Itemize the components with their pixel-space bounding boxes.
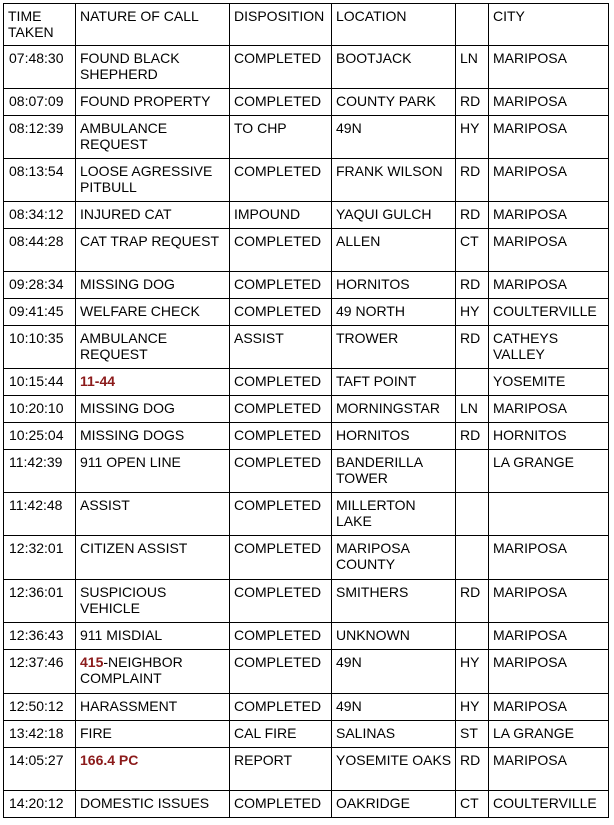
cell-city: CATHEYS VALLEY	[489, 326, 609, 369]
cell-time: 11:42:48	[4, 493, 76, 536]
cell-time: 10:20:10	[4, 396, 76, 423]
cell-city: MARIPOSA	[489, 748, 609, 791]
nature-text: FOUND BLACK SHEPHERD	[80, 50, 180, 82]
table-row	[4, 721, 609, 748]
header-row	[4, 4, 609, 46]
cell-suffix: RD	[456, 159, 489, 202]
cell-nature	[76, 46, 230, 89]
cell-suffix: HY	[456, 299, 489, 326]
nature-text: FIRE	[80, 725, 112, 741]
header-location: LOCATION	[332, 4, 456, 46]
cell-time: 11:42:39	[4, 450, 76, 493]
cell-location: HORNITOS	[332, 272, 456, 299]
cell-time: 08:13:54	[4, 159, 76, 202]
cell-disposition: COMPLETED	[230, 272, 332, 299]
nature-text: ASSIST	[80, 497, 130, 513]
nature-text: -NEIGHBOR COMPLAINT	[80, 654, 183, 686]
cell-location: 49 NORTH	[332, 299, 456, 326]
cell-suffix	[456, 369, 489, 396]
cell-suffix: CT	[456, 791, 489, 818]
cell-suffix: RD	[456, 89, 489, 116]
cell-suffix: RD	[456, 748, 489, 791]
cell-nature	[76, 450, 230, 493]
cell-suffix: LN	[456, 46, 489, 89]
header-suffix	[456, 4, 489, 46]
cell-time: 09:41:45	[4, 299, 76, 326]
cell-disposition: COMPLETED	[230, 396, 332, 423]
cell-suffix	[456, 493, 489, 536]
cell-city: YOSEMITE	[489, 369, 609, 396]
cell-time: 10:10:35	[4, 326, 76, 369]
table-row	[4, 159, 609, 202]
nature-code: 415	[80, 654, 104, 670]
table-row	[4, 493, 609, 536]
cell-nature	[76, 694, 230, 721]
cell-location: YOSEMITE OAKS	[332, 748, 456, 791]
cell-suffix	[456, 536, 489, 580]
cell-city: MARIPOSA	[489, 694, 609, 721]
cell-nature	[76, 493, 230, 536]
cell-disposition: COMPLETED	[230, 580, 332, 623]
nature-text: FOUND PROPERTY	[80, 93, 211, 109]
cell-city: MARIPOSA	[489, 580, 609, 623]
nature-code: 166.4 PC	[80, 752, 139, 768]
nature-text: AMBULANCE REQUEST	[80, 120, 168, 152]
cell-suffix: RD	[456, 580, 489, 623]
cell-nature	[76, 159, 230, 202]
header-city: CITY	[489, 4, 609, 46]
cell-suffix	[456, 623, 489, 650]
cell-suffix: ST	[456, 721, 489, 748]
cell-city: MARIPOSA	[489, 623, 609, 650]
cell-suffix: HY	[456, 116, 489, 159]
nature-text: SUSPICIOUS VEHICLE	[80, 584, 167, 616]
cell-suffix: HY	[456, 694, 489, 721]
table-row	[4, 396, 609, 423]
table-row	[4, 326, 609, 369]
cell-city: LA GRANGE	[489, 721, 609, 748]
table-row	[4, 272, 609, 299]
cell-location: HORNITOS	[332, 423, 456, 450]
nature-text: CAT TRAP REQUEST	[80, 233, 219, 249]
cell-disposition: CAL FIRE	[230, 721, 332, 748]
nature-text: MISSING DOGS	[80, 427, 185, 443]
cell-disposition: COMPLETED	[230, 423, 332, 450]
cell-time: 12:36:01	[4, 580, 76, 623]
nature-text: 911 MISDIAL	[80, 627, 163, 643]
table-row	[4, 229, 609, 272]
nature-text: MISSING DOG	[80, 400, 175, 416]
cell-city: MARIPOSA	[489, 89, 609, 116]
cell-city: MARIPOSA	[489, 650, 609, 694]
cell-location: UNKNOWN	[332, 623, 456, 650]
cell-city	[489, 493, 609, 536]
table-row	[4, 623, 609, 650]
table-row	[4, 450, 609, 493]
cell-disposition: COMPLETED	[230, 299, 332, 326]
nature-code: 11-44	[80, 373, 116, 389]
cell-location: YAQUI GULCH	[332, 202, 456, 229]
nature-text: HARASSMENT	[80, 698, 178, 714]
cell-nature	[76, 299, 230, 326]
table-row	[4, 694, 609, 721]
header-time: TIME TAKEN	[4, 4, 76, 46]
cell-nature	[76, 536, 230, 580]
cell-nature	[76, 623, 230, 650]
header-disposition: DISPOSITION	[230, 4, 332, 46]
table-row	[4, 202, 609, 229]
cell-city: HORNITOS	[489, 423, 609, 450]
table-row	[4, 423, 609, 450]
cell-time: 08:44:28	[4, 229, 76, 272]
cell-city: MARIPOSA	[489, 116, 609, 159]
cell-nature	[76, 580, 230, 623]
cell-time: 12:37:46	[4, 650, 76, 694]
nature-text: AMBULANCE REQUEST	[80, 330, 168, 362]
cell-location: TROWER	[332, 326, 456, 369]
table-row	[4, 536, 609, 580]
cell-disposition: COMPLETED	[230, 46, 332, 89]
cell-nature	[76, 791, 230, 818]
cell-time: 08:34:12	[4, 202, 76, 229]
cell-disposition: COMPLETED	[230, 229, 332, 272]
table-row	[4, 369, 609, 396]
cell-nature	[76, 650, 230, 694]
cell-time: 14:20:12	[4, 791, 76, 818]
cell-disposition: COMPLETED	[230, 159, 332, 202]
cell-nature	[76, 202, 230, 229]
cell-nature	[76, 116, 230, 159]
cell-suffix: LN	[456, 396, 489, 423]
table-row	[4, 580, 609, 623]
cell-suffix	[456, 450, 489, 493]
cell-suffix: HY	[456, 650, 489, 694]
cell-nature	[76, 272, 230, 299]
cell-disposition: TO CHP	[230, 116, 332, 159]
cell-disposition: IMPOUND	[230, 202, 332, 229]
table-row	[4, 650, 609, 694]
table-row	[4, 748, 609, 791]
cell-location: BOOTJACK	[332, 46, 456, 89]
cell-location: MILLERTON LAKE	[332, 493, 456, 536]
table-row	[4, 791, 609, 818]
cell-location: COUNTY PARK	[332, 89, 456, 116]
cell-disposition: COMPLETED	[230, 369, 332, 396]
cell-city: MARIPOSA	[489, 229, 609, 272]
table-row	[4, 89, 609, 116]
cell-city: MARIPOSA	[489, 536, 609, 580]
cell-nature	[76, 748, 230, 791]
header-nature: NATURE OF CALL	[76, 4, 230, 46]
call-log-body	[4, 46, 609, 818]
cell-disposition: COMPLETED	[230, 623, 332, 650]
cell-location: 49N	[332, 694, 456, 721]
nature-text: DOMESTIC ISSUES	[80, 795, 210, 811]
cell-suffix: RD	[456, 326, 489, 369]
cell-time: 09:28:34	[4, 272, 76, 299]
cell-location: MORNINGSTAR	[332, 396, 456, 423]
cell-location: ALLEN	[332, 229, 456, 272]
cell-location: BANDERILLA TOWER	[332, 450, 456, 493]
cell-suffix: RD	[456, 202, 489, 229]
cell-disposition: COMPLETED	[230, 450, 332, 493]
cell-suffix: RD	[456, 423, 489, 450]
cell-location: TAFT POINT	[332, 369, 456, 396]
cell-disposition: COMPLETED	[230, 536, 332, 580]
cell-disposition: ASSIST	[230, 326, 332, 369]
cell-location: SALINAS	[332, 721, 456, 748]
cell-time: 10:25:04	[4, 423, 76, 450]
cell-nature	[76, 369, 230, 396]
cell-city: MARIPOSA	[489, 396, 609, 423]
cell-suffix: RD	[456, 272, 489, 299]
cell-suffix: CT	[456, 229, 489, 272]
table-row	[4, 116, 609, 159]
cell-time: 10:15:44	[4, 369, 76, 396]
nature-text: INJURED CAT	[80, 206, 172, 222]
cell-city: MARIPOSA	[489, 272, 609, 299]
cell-nature	[76, 396, 230, 423]
cell-disposition: COMPLETED	[230, 650, 332, 694]
cell-city: MARIPOSA	[489, 202, 609, 229]
cell-time: 14:05:27	[4, 748, 76, 791]
cell-city: COULTERVILLE	[489, 299, 609, 326]
nature-text: 911 OPEN LINE	[80, 454, 181, 470]
cell-location: 49N	[332, 650, 456, 694]
cell-nature	[76, 326, 230, 369]
cell-disposition: COMPLETED	[230, 694, 332, 721]
nature-text: WELFARE CHECK	[80, 303, 200, 319]
table-row	[4, 299, 609, 326]
cell-city: MARIPOSA	[489, 159, 609, 202]
cell-nature	[76, 229, 230, 272]
cell-city: COULTERVILLE	[489, 791, 609, 818]
table-row	[4, 46, 609, 89]
cell-time: 12:50:12	[4, 694, 76, 721]
cell-nature	[76, 721, 230, 748]
cell-location: 49N	[332, 116, 456, 159]
cell-nature	[76, 89, 230, 116]
cell-city: MARIPOSA	[489, 46, 609, 89]
cell-disposition: COMPLETED	[230, 493, 332, 536]
cell-time: 08:12:39	[4, 116, 76, 159]
cell-disposition: COMPLETED	[230, 89, 332, 116]
nature-text: CITIZEN ASSIST	[80, 540, 188, 556]
cell-location: OAKRIDGE	[332, 791, 456, 818]
nature-text: LOOSE AGRESSIVE PITBULL	[80, 163, 213, 195]
cell-location: SMITHERS	[332, 580, 456, 623]
cell-location: MARIPOSA COUNTY	[332, 536, 456, 580]
cell-location: FRANK WILSON	[332, 159, 456, 202]
cell-time: 07:48:30	[4, 46, 76, 89]
cell-time: 12:36:43	[4, 623, 76, 650]
cell-time: 08:07:09	[4, 89, 76, 116]
nature-text: MISSING DOG	[80, 276, 175, 292]
cell-time: 12:32:01	[4, 536, 76, 580]
call-log-table	[3, 3, 609, 818]
cell-city: LA GRANGE	[489, 450, 609, 493]
cell-disposition: REPORT	[230, 748, 332, 791]
cell-time: 13:42:18	[4, 721, 76, 748]
cell-disposition: COMPLETED	[230, 791, 332, 818]
cell-nature	[76, 423, 230, 450]
